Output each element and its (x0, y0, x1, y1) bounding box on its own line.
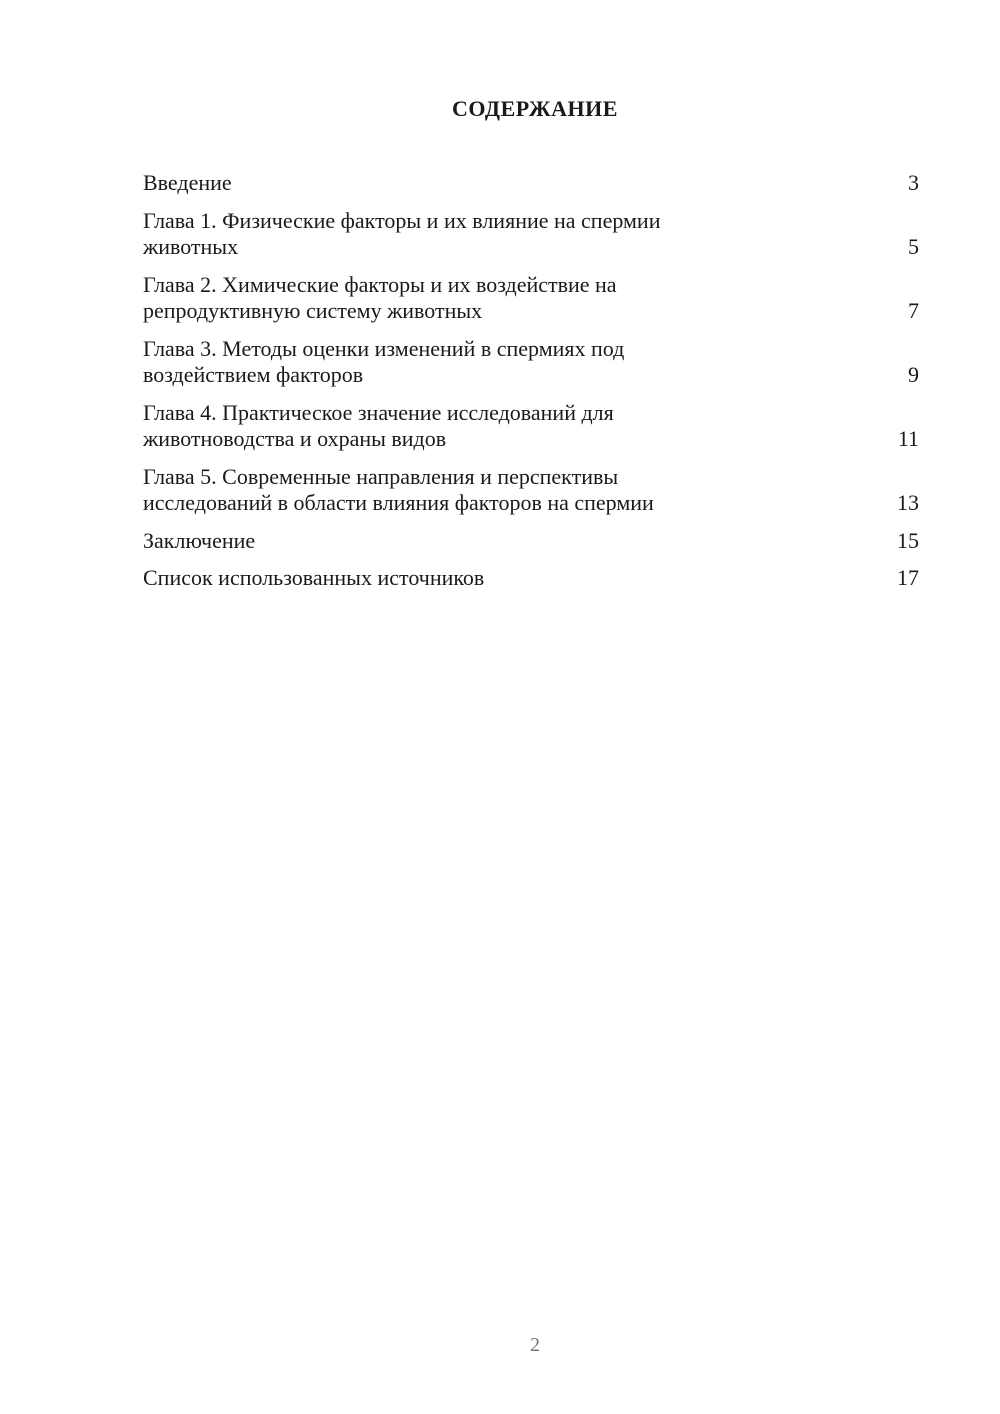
toc-entry-page: 9 (908, 362, 919, 387)
toc-entry-text: Глава 4. Практическое значение исследований для животноводства и охраны видов (143, 399, 614, 451)
toc-entry-text: Список использованных источников (143, 565, 485, 590)
toc-entry-text: Глава 1. Физические факторы и их влияние на спермии животных (143, 207, 661, 259)
toc-entry-conclusion (143, 528, 919, 555)
toc-entry-text: Введение (143, 170, 232, 195)
page-number: 2 (530, 1334, 540, 1356)
toc-entry-page: 11 (897, 426, 919, 451)
toc-entry-chapter-5 (143, 464, 919, 517)
toc-entry-page: 7 (908, 298, 919, 323)
toc-entry-chapter-3 (143, 336, 919, 389)
toc-entry-text: Глава 2. Химические факторы и их воздействие на репродуктивную систему животных (143, 271, 617, 323)
toc-entry-page: 17 (897, 565, 919, 590)
toc-entry-references (143, 565, 919, 592)
toc-entry-page: 13 (897, 490, 919, 515)
toc-title: СОДЕРЖАНИЕ (452, 96, 618, 121)
toc-entry-page: 15 (897, 527, 919, 553)
toc-entry-chapter-4 (143, 400, 919, 453)
toc-entry-page: 3 (908, 170, 919, 195)
toc-entry-text: Глава 5. Современные направления и перспективы исследований в области влияния факторов на спермии (143, 463, 654, 515)
toc-entry-chapter-1 (143, 208, 919, 261)
toc-entry-text: Заключение (143, 527, 256, 553)
toc-entry-introduction (143, 170, 919, 197)
toc-entry-text: Глава 3. Методы оценки изменений в спермиях под воздействием факторов (143, 335, 625, 387)
toc-entry-page: 5 (908, 234, 919, 259)
toc-list (143, 170, 919, 603)
toc-entry-chapter-2 (143, 272, 919, 325)
